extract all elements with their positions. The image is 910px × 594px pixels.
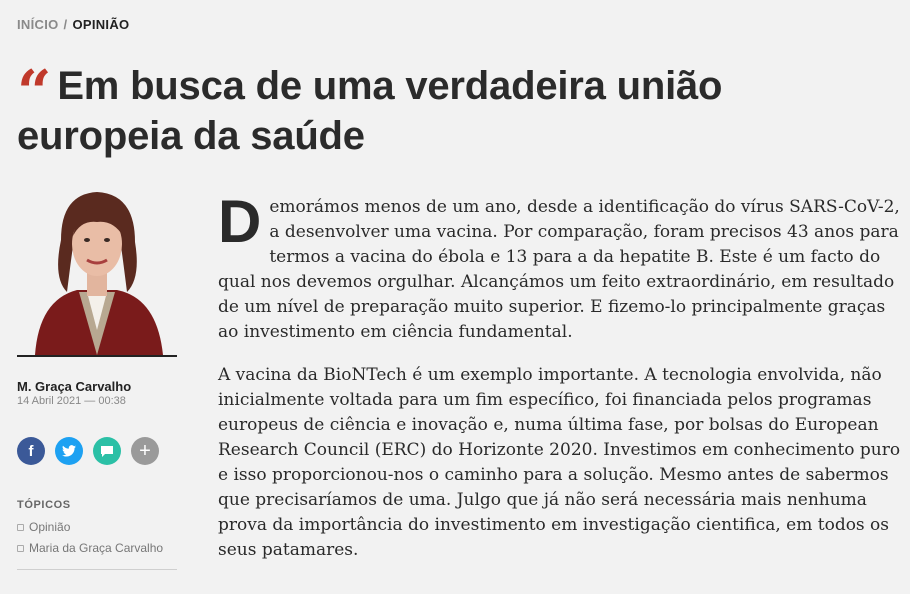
bullet-icon xyxy=(17,524,24,531)
topic-label[interactable]: Maria da Graça Carvalho xyxy=(29,541,164,555)
comment-icon xyxy=(100,445,114,458)
author-photo[interactable] xyxy=(17,180,177,355)
breadcrumb-current[interactable]: OPINIÃO xyxy=(72,17,130,32)
topic-item[interactable] xyxy=(17,520,163,534)
breadcrumb xyxy=(17,17,129,32)
bullet-icon xyxy=(17,545,24,552)
paragraph-text: emorámos menos de um ano, desde a identificação do vírus SARS-CoV-2, a desenvolver uma vacina. Por comparação, foram precisos 43 anos para termos a vacina do ébola e 13 para a da hepatite B. Este é um facto do qual nos devemos orgulhar. Alcançámos um feito extraordinário, em resultado de um nível de preparação muito superior. E fizemo-lo principalmente graças ao investimento em ciência fundamental. xyxy=(218,197,900,342)
quote-icon: “ xyxy=(17,58,52,128)
dropcap-letter: D xyxy=(218,188,262,255)
breadcrumb-separator: / xyxy=(63,17,68,32)
topics-divider xyxy=(17,569,177,570)
facebook-share-button[interactable] xyxy=(17,437,45,465)
article-title xyxy=(17,58,897,159)
topics-list xyxy=(17,520,163,562)
comment-button[interactable] xyxy=(93,437,121,465)
plus-icon: + xyxy=(139,440,151,462)
topic-label[interactable]: Opinião xyxy=(29,520,71,534)
twitter-share-button[interactable] xyxy=(55,437,83,465)
share-bar xyxy=(17,437,159,465)
breadcrumb-home-link[interactable]: INÍCIO xyxy=(17,17,59,32)
topic-item[interactable] xyxy=(17,541,163,555)
more-share-button[interactable] xyxy=(131,437,159,465)
article-paragraph xyxy=(218,188,903,345)
publish-date: 14 Abril 2021 — 00:38 xyxy=(17,395,126,407)
article-body xyxy=(218,188,903,581)
article-paragraph: A vacina da BioNTech é um exemplo importante. A tecnologia envolvida, não inicialmente voltada para um fim específico, foi financiada pelos programas europeus de ciência e inovação e, numa última fase, por bolsas do European Research Council (ERC) do Horizonte 2020. Investimos em conhecimento puro e isso proporcionou-nos o caminho para a solução. Mesmo antes de sabermos que precisaríamos de uma. Julgo que já não será necessária mais nenhuma prova da importância do investimento em investigação cientifica, em todos os seus patamares. xyxy=(218,365,901,560)
article-title-text: Em busca de uma verdadeira união europeia da saúde xyxy=(17,64,723,158)
facebook-icon: f xyxy=(28,442,34,460)
author-name[interactable]: M. Graça Carvalho xyxy=(17,379,132,394)
author-portrait-image xyxy=(17,180,177,355)
twitter-icon xyxy=(62,445,76,457)
author-divider xyxy=(17,355,177,357)
topics-heading: TÓPICOS xyxy=(17,499,71,511)
